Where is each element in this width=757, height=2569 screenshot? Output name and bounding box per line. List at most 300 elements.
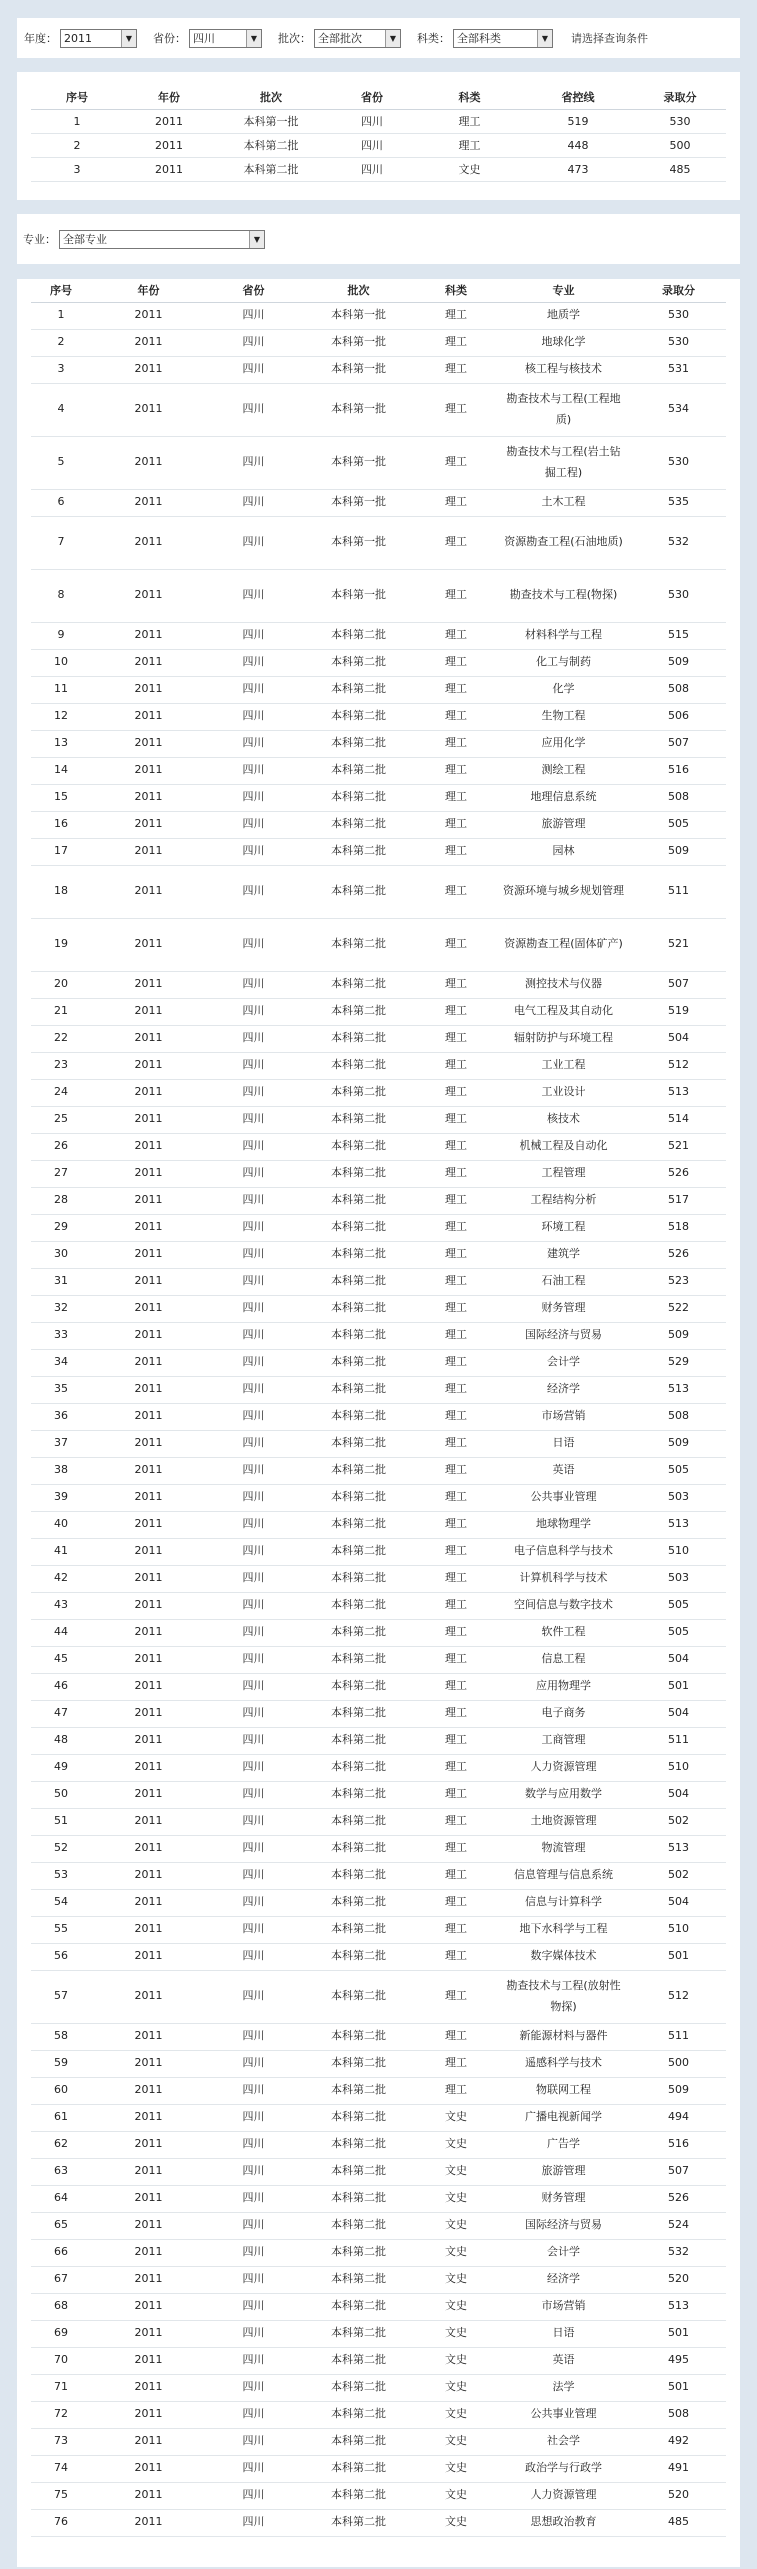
table-cell: 文史 — [416, 2266, 496, 2293]
table-cell: 理工 — [416, 1511, 496, 1538]
table-row — [31, 2509, 726, 2536]
table-cell: 建筑学 — [496, 1241, 631, 1268]
table-cell: 四川 — [206, 1970, 301, 2023]
table-cell: 理工 — [416, 1484, 496, 1511]
table-cell: 本科第二批 — [301, 998, 416, 1025]
table-cell: 机械工程及自动化 — [496, 1133, 631, 1160]
table-cell: 本科第二批 — [301, 730, 416, 757]
table-cell: 本科第二批 — [301, 1457, 416, 1484]
table-cell: 2011 — [91, 489, 206, 516]
table-cell: 四川 — [206, 1646, 301, 1673]
table-cell: 本科第二批 — [301, 2374, 416, 2401]
subject-select-value: 全部科类 — [457, 32, 501, 45]
table-cell: 517 — [631, 1187, 726, 1214]
table-cell: 本科第二批 — [301, 1916, 416, 1943]
table-cell: 21 — [31, 998, 91, 1025]
table-cell: 遥感科学与技术 — [496, 2050, 631, 2077]
table-cell: 理工 — [416, 1079, 496, 1106]
major-select-value: 全部专业 — [63, 233, 107, 246]
year-select[interactable] — [60, 29, 137, 48]
detail-header-cell: 科类 — [416, 279, 496, 302]
table-cell: 501 — [631, 2320, 726, 2347]
table-cell: 2011 — [91, 2158, 206, 2185]
table-cell: 2011 — [91, 1295, 206, 1322]
table-cell: 四川 — [206, 2077, 301, 2104]
table-cell: 四川 — [206, 1808, 301, 1835]
table-cell: 四川 — [206, 1835, 301, 1862]
table-cell: 2011 — [91, 2104, 206, 2131]
summary-table — [31, 85, 726, 182]
table-cell: 51 — [31, 1808, 91, 1835]
major-select[interactable] — [59, 230, 265, 249]
table-cell: 2011 — [91, 516, 206, 569]
table-cell: 理工 — [416, 1160, 496, 1187]
table-cell: 四川 — [206, 2401, 301, 2428]
table-cell: 文史 — [416, 2428, 496, 2455]
table-cell: 509 — [631, 1430, 726, 1457]
table-cell: 四川 — [206, 971, 301, 998]
table-cell: 四川 — [206, 516, 301, 569]
table-cell: 2011 — [91, 2239, 206, 2266]
table-cell: 2011 — [91, 1781, 206, 1808]
table-cell: 理工 — [416, 1862, 496, 1889]
table-cell: 四川 — [206, 569, 301, 622]
table-cell: 67 — [31, 2266, 91, 2293]
table-cell: 494 — [631, 2104, 726, 2131]
table-cell: 2011 — [91, 1025, 206, 1052]
table-cell: 四川 — [206, 784, 301, 811]
table-cell: 本科第二批 — [301, 1646, 416, 1673]
table-cell: 地球物理学 — [496, 1511, 631, 1538]
table-cell: 7 — [31, 516, 91, 569]
table-cell: 理工 — [416, 1133, 496, 1160]
table-cell: 本科第二批 — [301, 1025, 416, 1052]
table-cell: 514 — [631, 1106, 726, 1133]
table-cell: 2011 — [91, 703, 206, 730]
detail-body — [31, 302, 726, 2536]
table-cell: 本科第二批 — [301, 1268, 416, 1295]
table-cell: 16 — [31, 811, 91, 838]
table-cell: 理工 — [416, 489, 496, 516]
table-cell: 14 — [31, 757, 91, 784]
table-cell: 本科第二批 — [301, 1727, 416, 1754]
table-cell: 本科第二批 — [301, 1700, 416, 1727]
table-cell: 四川 — [327, 133, 417, 157]
table-cell: 本科第二批 — [301, 1241, 416, 1268]
table-cell: 四川 — [206, 329, 301, 356]
table-row — [31, 2104, 726, 2131]
table-cell: 本科第二批 — [301, 1376, 416, 1403]
table-cell: 526 — [631, 2185, 726, 2212]
table-cell: 42 — [31, 1565, 91, 1592]
table-row — [31, 1808, 726, 1835]
table-cell: 文史 — [416, 2509, 496, 2536]
table-cell: 本科第二批 — [301, 2104, 416, 2131]
table-cell: 理工 — [416, 1295, 496, 1322]
table-cell: 测绘工程 — [496, 757, 631, 784]
table-row — [31, 1754, 726, 1781]
table-cell: 财务管理 — [496, 1295, 631, 1322]
table-cell: 理工 — [417, 109, 522, 133]
table-cell: 2011 — [91, 1160, 206, 1187]
table-cell: 505 — [631, 1619, 726, 1646]
table-cell: 45 — [31, 1646, 91, 1673]
table-cell: 四川 — [206, 730, 301, 757]
table-cell: 501 — [631, 1673, 726, 1700]
table-row — [31, 329, 726, 356]
table-cell: 经济学 — [496, 1376, 631, 1403]
table-row — [31, 971, 726, 998]
table-cell: 四川 — [206, 2266, 301, 2293]
table-cell: 本科第二批 — [301, 1052, 416, 1079]
table-cell: 本科第二批 — [301, 2293, 416, 2320]
table-cell: 四川 — [206, 2050, 301, 2077]
table-cell: 513 — [631, 1376, 726, 1403]
table-cell: 本科第二批 — [301, 1322, 416, 1349]
table-cell: 448 — [522, 133, 634, 157]
table-cell: 516 — [631, 2131, 726, 2158]
table-cell: 43 — [31, 1592, 91, 1619]
table-cell: 39 — [31, 1484, 91, 1511]
table-row — [31, 302, 726, 329]
table-cell: 石油工程 — [496, 1268, 631, 1295]
table-cell: 四川 — [206, 436, 301, 489]
table-cell: 2011 — [91, 1376, 206, 1403]
table-row — [31, 1052, 726, 1079]
table-cell: 8 — [31, 569, 91, 622]
table-row — [31, 1457, 726, 1484]
table-cell: 2011 — [123, 109, 215, 133]
table-row — [31, 1430, 726, 1457]
table-cell: 505 — [631, 811, 726, 838]
table-cell: 3 — [31, 157, 123, 181]
table-cell: 市场营销 — [496, 2293, 631, 2320]
table-cell: 2011 — [91, 1133, 206, 1160]
table-row — [31, 2158, 726, 2185]
table-cell: 509 — [631, 1322, 726, 1349]
table-cell: 2011 — [91, 383, 206, 436]
subject-select[interactable] — [453, 29, 553, 48]
table-cell: 本科第二批 — [301, 1781, 416, 1808]
table-row — [31, 1619, 726, 1646]
table-cell: 本科第一批 — [301, 383, 416, 436]
table-cell: 理工 — [416, 1781, 496, 1808]
table-cell: 504 — [631, 1646, 726, 1673]
table-cell: 本科第二批 — [301, 676, 416, 703]
table-cell: 四川 — [206, 2482, 301, 2509]
table-cell: 70 — [31, 2347, 91, 2374]
table-cell: 理工 — [416, 329, 496, 356]
table-cell: 本科第二批 — [301, 1538, 416, 1565]
table-cell: 41 — [31, 1538, 91, 1565]
table-cell: 505 — [631, 1457, 726, 1484]
table-cell: 24 — [31, 1079, 91, 1106]
table-cell: 物流管理 — [496, 1835, 631, 1862]
table-cell: 504 — [631, 1025, 726, 1052]
table-row — [31, 1295, 726, 1322]
table-cell: 510 — [631, 1754, 726, 1781]
table-cell: 信息与计算科学 — [496, 1889, 631, 1916]
table-cell: 48 — [31, 1727, 91, 1754]
major-filter-row — [17, 214, 740, 264]
batch-select[interactable] — [314, 29, 401, 48]
table-cell: 502 — [631, 1808, 726, 1835]
table-cell: 2011 — [91, 2023, 206, 2050]
table-cell: 508 — [631, 1403, 726, 1430]
table-cell: 会计学 — [496, 2239, 631, 2266]
table-cell: 软件工程 — [496, 1619, 631, 1646]
table-row — [31, 703, 726, 730]
table-cell: 505 — [631, 1592, 726, 1619]
table-cell: 512 — [631, 1970, 726, 2023]
table-cell: 本科第二批 — [301, 1106, 416, 1133]
table-cell: 504 — [631, 1700, 726, 1727]
table-cell: 72 — [31, 2401, 91, 2428]
table-cell: 本科第二批 — [301, 2509, 416, 2536]
table-cell: 71 — [31, 2374, 91, 2401]
table-cell: 工商管理 — [496, 1727, 631, 1754]
table-cell: 522 — [631, 1295, 726, 1322]
table-cell: 2011 — [91, 1457, 206, 1484]
table-cell: 2011 — [91, 2185, 206, 2212]
table-row — [31, 2266, 726, 2293]
table-cell: 文史 — [416, 2293, 496, 2320]
table-cell: 四川 — [206, 2374, 301, 2401]
table-cell: 会计学 — [496, 1349, 631, 1376]
table-cell: 2011 — [91, 649, 206, 676]
table-cell: 勘查技术与工程(工程地质) — [496, 383, 631, 436]
table-cell: 辐射防护与环境工程 — [496, 1025, 631, 1052]
table-cell: 2011 — [91, 1511, 206, 1538]
table-row — [31, 1079, 726, 1106]
table-row — [31, 1187, 726, 1214]
table-row — [31, 811, 726, 838]
table-cell: 2011 — [91, 2374, 206, 2401]
table-cell: 日语 — [496, 2320, 631, 2347]
table-row — [31, 1403, 726, 1430]
table-row — [31, 1241, 726, 1268]
table-cell: 510 — [631, 1916, 726, 1943]
table-cell: 491 — [631, 2455, 726, 2482]
table-cell: 四川 — [206, 1295, 301, 1322]
chevron-down-icon: ▼ — [249, 231, 264, 248]
table-cell: 69 — [31, 2320, 91, 2347]
table-cell: 工程结构分析 — [496, 1187, 631, 1214]
table-cell: 本科第二批 — [301, 2401, 416, 2428]
table-cell: 理工 — [416, 622, 496, 649]
table-cell: 广告学 — [496, 2131, 631, 2158]
table-row — [31, 1160, 726, 1187]
table-cell: 生物工程 — [496, 703, 631, 730]
table-cell: 理工 — [416, 1727, 496, 1754]
detail-header-cell: 省份 — [206, 279, 301, 302]
table-cell: 公共事业管理 — [496, 2401, 631, 2428]
table-cell: 理工 — [416, 1700, 496, 1727]
table-row — [31, 838, 726, 865]
table-cell: 日语 — [496, 1430, 631, 1457]
table-cell: 本科第二批 — [301, 1970, 416, 2023]
table-cell: 本科第一批 — [301, 569, 416, 622]
table-row — [31, 2482, 726, 2509]
table-cell: 2011 — [91, 2428, 206, 2455]
table-cell: 516 — [631, 757, 726, 784]
table-cell: 507 — [631, 730, 726, 757]
table-row — [31, 1376, 726, 1403]
table-cell: 本科第二批 — [301, 2320, 416, 2347]
table-cell: 40 — [31, 1511, 91, 1538]
table-row — [31, 730, 726, 757]
table-cell: 2011 — [91, 2401, 206, 2428]
table-cell: 2011 — [91, 1808, 206, 1835]
table-cell: 5 — [31, 436, 91, 489]
table-cell: 本科第二批 — [301, 1592, 416, 1619]
table-cell: 本科第二批 — [301, 2239, 416, 2266]
table-cell: 理工 — [416, 757, 496, 784]
table-cell: 文史 — [416, 2158, 496, 2185]
table-cell: 本科第二批 — [301, 1565, 416, 1592]
table-cell: 2011 — [91, 730, 206, 757]
table-cell: 理工 — [417, 133, 522, 157]
table-cell: 504 — [631, 1781, 726, 1808]
major-label: 专业： — [23, 233, 56, 246]
table-cell: 勘查技术与工程(岩土钻掘工程) — [496, 436, 631, 489]
table-cell: 四川 — [206, 1916, 301, 1943]
summary-header-cell: 批次 — [215, 85, 327, 109]
table-cell: 65 — [31, 2212, 91, 2239]
table-cell: 核工程与核技术 — [496, 356, 631, 383]
table-cell: 2011 — [91, 2266, 206, 2293]
table-cell: 2011 — [91, 1727, 206, 1754]
table-row — [31, 1970, 726, 2023]
table-cell: 58 — [31, 2023, 91, 2050]
table-cell: 495 — [631, 2347, 726, 2374]
table-cell: 本科第二批 — [301, 2077, 416, 2104]
table-cell: 501 — [631, 1943, 726, 1970]
table-cell: 四川 — [206, 622, 301, 649]
table-cell: 513 — [631, 2293, 726, 2320]
table-cell: 四川 — [206, 2023, 301, 2050]
table-row — [31, 784, 726, 811]
table-cell: 四川 — [206, 1430, 301, 1457]
table-cell: 本科第二批 — [301, 2347, 416, 2374]
table-cell: 四川 — [206, 1268, 301, 1295]
table-cell: 63 — [31, 2158, 91, 2185]
table-cell: 2011 — [91, 1052, 206, 1079]
table-cell: 文史 — [416, 2212, 496, 2239]
table-cell: 理工 — [416, 676, 496, 703]
table-cell: 本科第二批 — [301, 1403, 416, 1430]
table-cell: 理工 — [416, 1565, 496, 1592]
table-cell: 本科第二批 — [301, 2212, 416, 2239]
table-cell: 530 — [631, 329, 726, 356]
table-cell: 20 — [31, 971, 91, 998]
province-select[interactable] — [189, 29, 262, 48]
table-row — [31, 2347, 726, 2374]
table-row — [31, 998, 726, 1025]
table-cell: 空间信息与数字技术 — [496, 1592, 631, 1619]
table-cell: 520 — [631, 2482, 726, 2509]
table-cell: 485 — [631, 2509, 726, 2536]
table-cell: 2011 — [91, 1565, 206, 1592]
table-cell: 2011 — [91, 2131, 206, 2158]
table-cell: 电子信息科学与技术 — [496, 1538, 631, 1565]
table-cell: 文史 — [416, 2401, 496, 2428]
table-row — [31, 569, 726, 622]
table-cell: 507 — [631, 2158, 726, 2185]
subject-label: 科类： — [417, 32, 450, 45]
table-cell: 地质学 — [496, 302, 631, 329]
table-cell: 27 — [31, 1160, 91, 1187]
table-cell: 本科第一批 — [301, 436, 416, 489]
table-cell: 33 — [31, 1322, 91, 1349]
table-cell: 526 — [631, 1241, 726, 1268]
table-cell: 532 — [631, 2239, 726, 2266]
table-cell: 2011 — [91, 1700, 206, 1727]
table-row — [31, 1727, 726, 1754]
table-cell: 534 — [631, 383, 726, 436]
table-cell: 521 — [631, 918, 726, 971]
table-cell: 核技术 — [496, 1106, 631, 1133]
table-cell: 本科第一批 — [301, 489, 416, 516]
table-cell: 本科第二批 — [301, 703, 416, 730]
table-cell: 四川 — [206, 838, 301, 865]
table-cell: 理工 — [416, 1808, 496, 1835]
table-cell: 法学 — [496, 2374, 631, 2401]
table-cell: 四川 — [206, 2185, 301, 2212]
table-cell: 2 — [31, 133, 123, 157]
table-cell: 理工 — [416, 730, 496, 757]
table-cell: 本科第二批 — [301, 918, 416, 971]
table-cell: 四川 — [206, 2212, 301, 2239]
table-cell: 4 — [31, 383, 91, 436]
table-cell: 66 — [31, 2239, 91, 2266]
table-cell: 530 — [634, 109, 726, 133]
table-cell: 理工 — [416, 516, 496, 569]
table-cell: 理工 — [416, 1619, 496, 1646]
table-cell: 本科第二批 — [301, 1808, 416, 1835]
table-cell: 理工 — [416, 811, 496, 838]
table-row — [31, 1511, 726, 1538]
table-cell: 2011 — [91, 436, 206, 489]
table-cell: 四川 — [206, 1214, 301, 1241]
table-row — [31, 516, 726, 569]
table-cell: 49 — [31, 1754, 91, 1781]
table-cell: 510 — [631, 1538, 726, 1565]
table-row — [31, 1673, 726, 1700]
table-cell: 2011 — [91, 676, 206, 703]
table-cell: 四川 — [206, 1727, 301, 1754]
table-cell: 28 — [31, 1187, 91, 1214]
table-cell: 化工与制药 — [496, 649, 631, 676]
table-cell: 理工 — [416, 1592, 496, 1619]
table-cell: 环境工程 — [496, 1214, 631, 1241]
table-cell: 理工 — [416, 1025, 496, 1052]
table-cell: 理工 — [416, 1349, 496, 1376]
table-cell: 2011 — [91, 1970, 206, 2023]
table-cell: 26 — [31, 1133, 91, 1160]
table-cell: 理工 — [416, 1241, 496, 1268]
province-select-value: 四川 — [193, 32, 215, 45]
table-cell: 理工 — [416, 1106, 496, 1133]
table-cell: 526 — [631, 1160, 726, 1187]
table-cell: 文史 — [416, 2185, 496, 2212]
detail-header-row — [31, 279, 726, 302]
table-row — [31, 436, 726, 489]
table-row — [31, 2023, 726, 2050]
table-cell: 31 — [31, 1268, 91, 1295]
table-cell: 旅游管理 — [496, 811, 631, 838]
table-cell: 四川 — [206, 703, 301, 730]
